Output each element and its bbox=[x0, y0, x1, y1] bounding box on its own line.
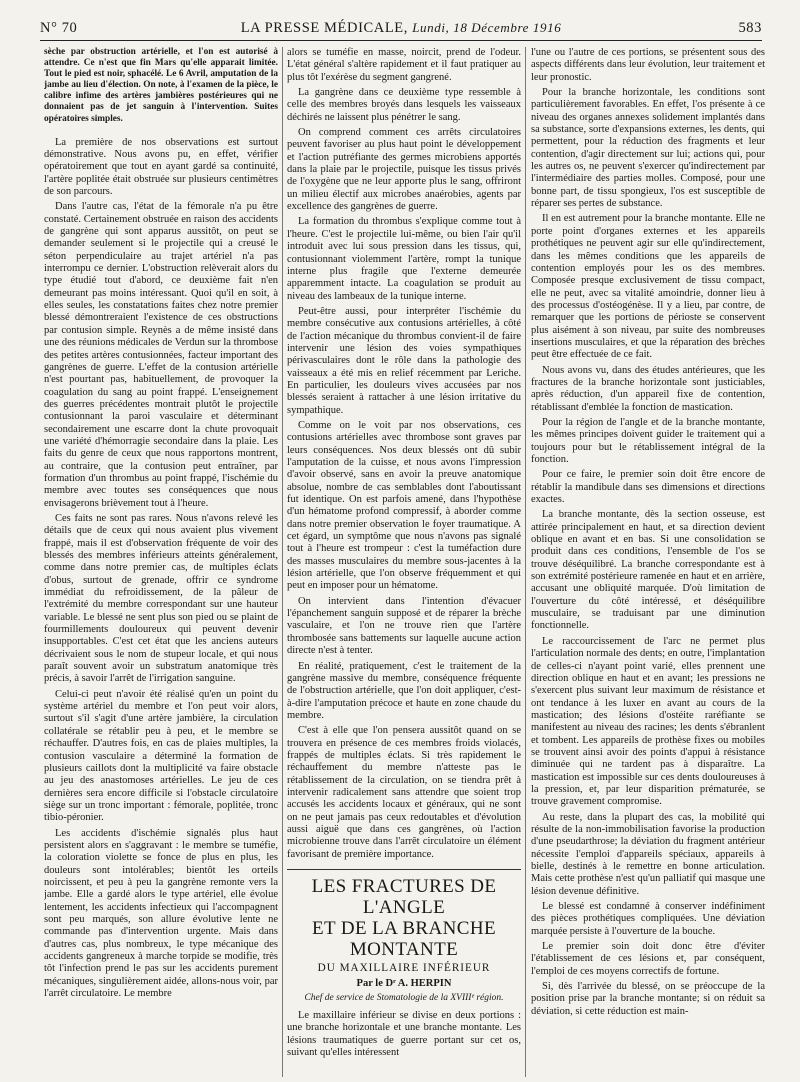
body-paragraph: Au reste, dans la plupart des cas, la mobilité qui résulte de la non-immobilisation favorise la production d'une pseudarthrose; la déviation du fragment antérieur nécessite l'emploi d'appareils spéciaux, appareils à bielle, destinés à le remettre en bonne articulation. Mais cette prothèse n'est qu'un palliatif qui masque une lésion devenue définitive. bbox=[531, 811, 765, 897]
body-paragraph: Le raccourcissement de l'arc ne permet plus l'articulation normale des dents; en outre, l'implantation de celles-ci n'ayant point varié, elles prennent une direction oblique en haut et en avant; les pressions ne s'exercent plus suivant leur maximum de résistance et ont tendance à les luxer en avant au cours de la mastication; des lésions d'ostéite raréfiante se manifestent au niveau des racines; les dents s'ébranlent et tombent. Les appareils de prothèse fixes ou mobiles se trouvent ainsi avoir des points d'appui à résistance diminuée qui ne tardent pas à disparaître. La mastication est impossible sur ces dents douloureuses à la pression, et, par leur disparition prématurée, se trouve gravement compromise. bbox=[531, 635, 765, 808]
column-divider bbox=[282, 47, 283, 1077]
body-paragraph: La première de nos observations est surtout démonstrative. Nous avons pu, en effet, vérifier opératoirement que tout en ayant gardé sa continuité, l'artère poplitée était obstruée sur plusieurs centimètres de son parcours. bbox=[44, 136, 278, 198]
body-paragraph: Celui-ci peut n'avoir été réalisé qu'en un point du système artériel du membre et l'on peut voir alors, surtout s'il s'agit d'une artère jambière, la circulation collatérale se rétablir peu à peu, et le membre se réchauffer. D'autres fois, en cas de plaies multiples, la contusion vasculaire a déterminé la formation de plusieurs caillots dont la multiplicité va faire obstacle au jeu des anastomoses artérielles. Le jeu de ces dernières sera encore difficile si l'obstacle circulatoire siège sur un tronc important : fémorale, poplitée, tronc tibio-péronier. bbox=[44, 688, 278, 824]
body-paragraph: Pour la branche horizontale, les conditions sont particulièrement favorables. En effet, l'os présente à ce niveau des organes annexes solidement implantés dans sa substance, sorte d'expansions externes, les dents, qui permettent, pour la réduction des fragments et leur contention, d'agir directement sur lui; actions qui, pour les autres os, ne peuvent s'exercer qu'indirectement par l'intermédiaire des parties molles. Composé, pour une bonne part, de tissu spongieux, l'os est susceptible de réparer ses pertes de substance. bbox=[531, 87, 765, 210]
article-separator bbox=[287, 869, 521, 870]
issue-date: Lundi, 18 Décembre 1916 bbox=[412, 20, 562, 35]
page-header bbox=[40, 18, 762, 38]
article-author: Par le Dʳ A. HERPIN bbox=[356, 978, 452, 990]
body-paragraph: Si, dès l'arrivée du blessé, on se préoccupe de la position prise par la branche montante; si on réduit sa déviation, si cette réduction est main- bbox=[531, 981, 765, 1017]
article-title-line-1: LES FRACTURES DE L'ANGLE bbox=[311, 876, 497, 918]
column-3 bbox=[531, 47, 765, 1077]
article-title bbox=[287, 876, 521, 960]
issue-number: N° 70 bbox=[40, 20, 78, 36]
body-paragraph: C'est à elle que l'on pensera aussitôt quand on se trouvera en présence de ces membres froids violacés, frappés de multiples éclats. Si très rapidement le réchauffement du membre n'atteste pas le rétablissement de la circulation, on se tiendra prêt à intervenir radicalement sans attendre que soient trop accusés les accidents locaux et généraux, qui ne sont on ne peut jamais pas ceux redoutables et d'évolution aussi aiguë que dans ces gangrènes, où l'action microbienne trouve dans l'arrêt circulatoire un élément favorisant de première importance. bbox=[287, 725, 521, 860]
body-paragraph: Ces faits ne sont pas rares. Nous n'avons relevé les détails que de ceux qui nous avaient plus vivement frappé, mais il est d'observation fréquente de voir des blessés des membres inférieurs atteints généralement, comme dans notre premier cas, de multiples éclats d'obus, surtout de grenade, offrir ce syndrome immédiat du refroidissement, de la pâleur de l'extrémité du membre correspondant sur une hauteur variable. Le blessé ne sent plus son pied ou se plaint de fourmillements douloureux qui peuvent devenir insupportables. C'est cet état que les anciens auteurs décrivaient sous le nom de stupeur locale, et qui nous paraît souvent avoir un substratum anatomique très précis, à savoir l'arrêt de l'irrigation sanguine. bbox=[44, 512, 278, 685]
body-paragraph: La branche montante, dès la section osseuse, est attirée principalement en haut, et sa direction devient oblique en avant et en bas. Si une consolidation se produit dans ces conditions, l'ensemble de l'os se trouve déséquilibré. La branche correspondante est à son extrémité postérieure ramenée en haut et en arrière, accusant une obliquité marquée. D'où limitation de l'ouverture du côté intéressé, et déséquilibre musculaire, se traduisant par une diminution fonctionnelle. bbox=[531, 509, 765, 632]
article-subtitle: DU MAXILLAIRE INFÉRIEUR bbox=[317, 962, 491, 974]
body-paragraph: l'une ou l'autre de ces portions, se présentent sous des aspects différents dans leur évolution, leur traitement et leur pronostic. bbox=[531, 47, 765, 83]
body-paragraph: Le premier soin doit donc être d'éviter l'établissement de ces lésions et, par conséquent, l'emploi de ces moyens correctifs de fortune. bbox=[531, 941, 765, 977]
header-rule bbox=[40, 40, 762, 41]
column-divider bbox=[525, 47, 526, 1077]
body-paragraph: Le maxillaire inférieur se divise en deux portions : une branche horizontale et une branche montante. Les lésions traumatiques de guerre portant sur cet os, suivant qu'elles intéressent bbox=[287, 1010, 521, 1059]
body-paragraph: Les accidents d'ischémie signalés plus haut persistent alors en s'aggravant : le membre se tuméfie, la coloration violette se fonce de plus en plus, les douleurs sont intolérables; bientôt les orteils noircissent, et peu à peu la gangrène remonte vers la jambe. Elle a gardé alors le type artériel, elle évolue lentement, les accidents infectieux qui l'accompagnent sont peu marqués, son allure évolutive lente ne commande pas d'intervention urgente. Mais dans d'autres cas, plus nombreux, le type mécanique des accidents gangreneux à marche torpide se modifie, très tôt l'infection prend le pas sur les accidents purement mécaniques, singulièrement aidée, allons-nous voir, par l'arrêt circulatoire. Le membre bbox=[44, 827, 278, 1000]
body-paragraph: Pour la région de l'angle et de la branche montante, les mêmes principes doivent guider le traitement qui a toujours pour but le rétablissement intégral de la fonction. bbox=[531, 416, 765, 465]
body-paragraph: En réalité, pratiquement, c'est le traitement de la gangrène massive du membre, conséquence fréquente de l'obstruction artérielle, que l'on doit appliquer, c'est-à-dire l'amputation précoce et haute en zone chaude du membre. bbox=[287, 660, 521, 721]
body-paragraph: Il en est autrement pour la branche montante. Elle ne porte point d'organes externes et les appareils prothétiques ne peuvent agir sur elle qu'indirectement, dans les mêmes conditions que les appareils de contention employés pour les os des membres. Composée presque exclusivement de tissu compact, elle ne peut, avec sa vitalité amoindrie, donner lieu à des processus d'ostéogénèse. Il y a lieu, par contre, de remarquer que les portions de périoste se conservent plus aisément à son niveau, par suite des nombreuses insertions musculaires, et que la réparation des brèches peut être effectuée de ce fait. bbox=[531, 213, 765, 361]
case-report-paragraph: sèche par obstruction artérielle, et l'on est autorisé à attendre. Ce n'est que fin Mars qu'elle apparait limitée. Tout le pied est noir, sphacélé. Le 6 Avril, amputation de la jambe au lieu d'élection. On note, à l'examen de la pièce, le calibre infime des artères jambières postérieures qui ne donnaient pas de jet sanguin à l'intervention. Suites opératoires simples. bbox=[44, 47, 278, 124]
body-paragraph: Dans l'autre cas, l'état de la fémorale n'a pu être constaté. Certainement obstruée en raison des accidents de gangrène qui sont apparus aussitôt, on peut se demander seulement si le projectile qui a creusé le séton perpendiculaire au trajet artériel n'a pas interrompu ce dernier. L'obstruction relèverait alors du type étudié tout d'abord, ce deuxième fait n'en demeurant pas moins intéressant. Quoi qu'il en soit, à elles seules, les constatations faites chez notre premier blessé démontreraient l'existence de ces obstructions par contusion simple. Reynès a de même insisté dans une des réunions médicales de Verdun sur la thrombose des petites artères contusionnées, facteur important des gangrènes de guerre. L'effet de la contusion artérielle n'est pourtant pas, habituellement, de provoquer la coagulation du sang au point frappé. L'enseignement des guerres précédentes montrait plutôt le projectile contusionnant la paroi vasculaire et déterminant secondairement une escarre dont la chute provoquait une variété d'hémorragie secondaire dans la plaie. Les faits du genre de ceux que nous rapportons montrent, au contraire, que la contusion peut entraîner, par formation d'un thrombus au point frappé, l'ischémie du membre avec toutes ses conséquences que nous envisagerons brièvement tout à l'heure. bbox=[44, 201, 278, 509]
article-title-line-2: ET DE LA BRANCHE MONTANTE bbox=[312, 918, 496, 960]
journal-title-line bbox=[40, 20, 762, 37]
body-paragraph: La formation du thrombus s'explique comme tout à l'heure. C'est le projectile lui-même, ou bien l'air qu'il introduit avec lui sous pression dans les tissus, qui, contusionnant violemment l'artère, rompt la tunique interne plus fragile que l'externe demeurée apparemment intacte. La coagulation se produit au niveau des lambeaux de la tunique interne. bbox=[287, 216, 521, 302]
body-paragraph: On intervient dans l'intention d'évacuer l'épanchement sanguin supposé et de réparer la brèche vasculaire, et l'on ne trouve rien que l'artère thrombosée sans battements sur laquelle aucune action directe n'est à tenter. bbox=[287, 595, 521, 657]
page-number: 583 bbox=[738, 20, 762, 36]
body-paragraph: Le blessé est condamné à conserver indéfiniment des pièces prothétiques compliquées. Une déviation marquée persiste à l'ouverture de la bouche. bbox=[531, 901, 765, 937]
column-1 bbox=[44, 47, 278, 1077]
column-2 bbox=[287, 47, 521, 1077]
body-paragraph: Nous avons vu, dans des études antérieures, que les fractures de la branche horizontale sont justiciables, après réduction, d'un appareil fixe de contention, rétablissant d'emblée la fonction de mastication. bbox=[531, 364, 765, 413]
body-paragraph: On comprend comment ces arrêts circulatoires peuvent favoriser au plus haut point le développement et l'action putréfiante des germes microbiens apportés dans la plaie par le projectile, puisque les tissus privés de l'oxygène que ne leur apporte plus le sang, offriront un milieu électif aux microbes anaérobies, agents par excellence des gangrènes de guerre. bbox=[287, 127, 521, 213]
body-paragraph: Peut-être aussi, pour interpréter l'ischémie du membre consécutive aux contusions artérielles, à côté de l'action mécanique du thrombus convient-il de faire intervenir une lésion des voies sympathiques périvasculaires dont le rôle dans la pathologie des vaisseaux a été mis en relief récemment par Leriche. En particulier, les douleurs vives accusées par nos blessés seraient à rattacher à une lésion irritative du sympathique. bbox=[287, 305, 521, 416]
body-paragraph: Comme on le voit par nos observations, ces contusions artérielles avec thrombose sont graves par leurs conséquences. Nos deux blessés ont dû subir l'amputation de la cuisse, et nous avons l'impression d'avoir observé, sans en avoir la preuve anatomique absolue, nombre de cas semblables dont l'aboutissant fut identique. On est parfois amené, dans l'hypothèse d'un hématome profond compressif, à aborder comme dans notre premier observation le foyer traumatique. A cet égard, un symptôme que nous n'avons pas signalé tout à l'heure est trompeur : c'est la tuméfaction dure des masses musculaires du membre sous-jacentes à la lésion artérielle, que l'on observe fréquemment et qui peut en imposer pour un hématome. bbox=[287, 419, 521, 592]
journal-name: LA PRESSE MÉDICALE, bbox=[240, 20, 408, 36]
body-paragraph: alors se tuméfie en masse, noircit, prend de l'odeur. L'état général s'altère rapidement et il faut pratiquer au plus tôt l'exérèse du segment gangrené. bbox=[287, 47, 521, 83]
body-paragraph: Pour ce faire, le premier soin doit être encore de rétablir la mandibule dans ses dimensions et directions exactes. bbox=[531, 469, 765, 506]
body-paragraph: La gangrène dans ce deuxième type ressemble à celle des membres broyés dans lesquels les vaisseaux déchirés ne laissent plus pénétrer le sang. bbox=[287, 87, 521, 123]
author-affiliation: Chef de service de Stomatologie de la XVIIIᵉ région. bbox=[304, 992, 504, 1003]
